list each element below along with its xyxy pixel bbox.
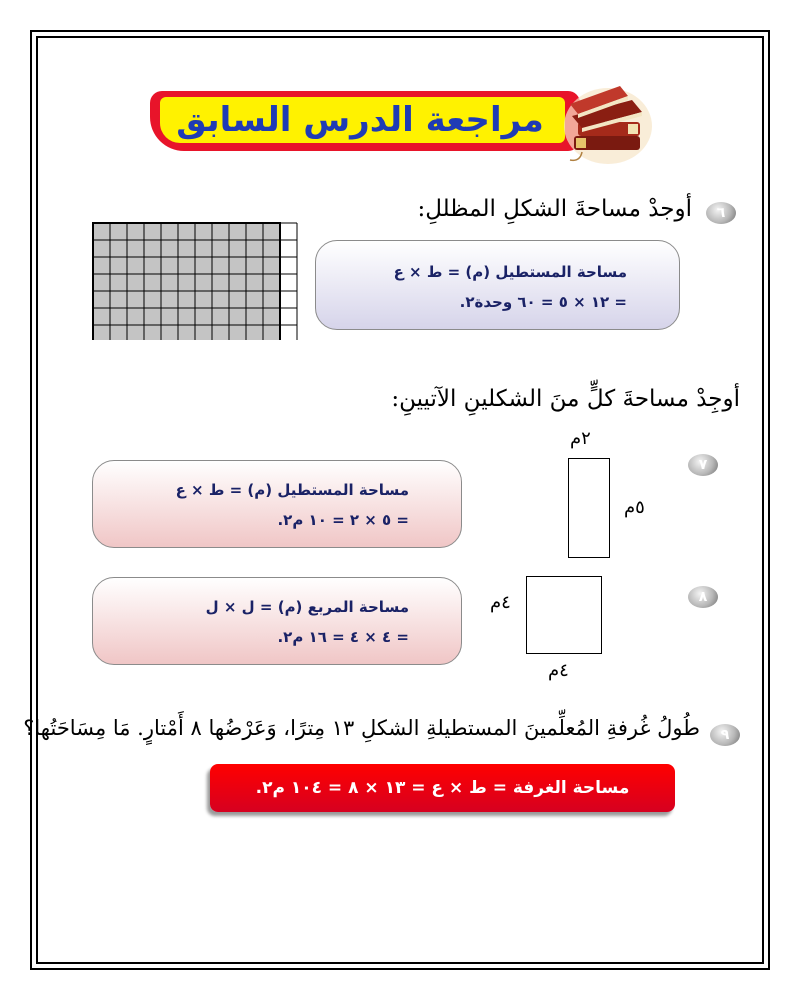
question-9-badge: ٩ bbox=[710, 724, 740, 746]
lesson-review-banner bbox=[150, 85, 590, 165]
shaded-grid-figure bbox=[92, 222, 300, 340]
q8-bottom-label: ٤م bbox=[548, 660, 569, 681]
question-8-badge: ٨ bbox=[688, 586, 718, 608]
question-6-answer-box bbox=[315, 240, 680, 330]
question-6-answer-line-1: مساحة المستطيل (م) = ط × ع bbox=[393, 263, 627, 281]
books-stack-icon bbox=[562, 78, 654, 166]
shapes-area-prompt: أوجِدْ مساحةَ كلٍّ منَ الشكلينِ الآتيينِ: bbox=[391, 386, 740, 412]
q7-height-label: ٥م bbox=[624, 497, 645, 518]
question-8-answer-line-2: = ٤ × ٤ = ١٦ م٢. bbox=[277, 628, 409, 646]
question-9-prompt: طُولُ غُرفةِ المُعلِّمينَ المستطيلةِ الشكلِ ١٣ مِترًا، وَعَرْضُها ٨ أَمْتارٍ. مَا مِسَاحَتُها؟ bbox=[23, 716, 700, 740]
shaded-region bbox=[93, 223, 280, 340]
q7-rectangle bbox=[568, 458, 610, 558]
question-6-badge: ٦ bbox=[706, 202, 736, 224]
q8-square bbox=[526, 576, 602, 654]
question-6-prompt: أوجدْ مساحةَ الشكلِ المظللِ: bbox=[417, 196, 692, 222]
question-9-answer: مساحة الغرفة = ط × ع = ١٣ × ٨ = ١٠٤ م٢. bbox=[255, 778, 630, 798]
question-7-answer-box bbox=[92, 460, 462, 548]
question-9-answer-box bbox=[210, 764, 675, 812]
q7-width-label: ٢م bbox=[570, 428, 591, 449]
question-7-badge: ٧ bbox=[688, 454, 718, 476]
question-8-answer-line-1: مساحة المربع (م) = ل × ل bbox=[205, 598, 409, 616]
question-6-answer-line-2: = ١٢ × ٥ = ٦٠ وحدة٢. bbox=[459, 293, 627, 311]
q8-side-label: ٤م bbox=[490, 592, 511, 613]
question-7-answer-line-1: مساحة المستطيل (م) = ط × ع bbox=[175, 481, 409, 499]
banner-title: مراجعة الدرس السابق bbox=[176, 100, 544, 140]
question-7-answer-line-2: = ٥ × ٢ = ١٠ م٢. bbox=[277, 511, 409, 529]
question-8-answer-box bbox=[92, 577, 462, 665]
